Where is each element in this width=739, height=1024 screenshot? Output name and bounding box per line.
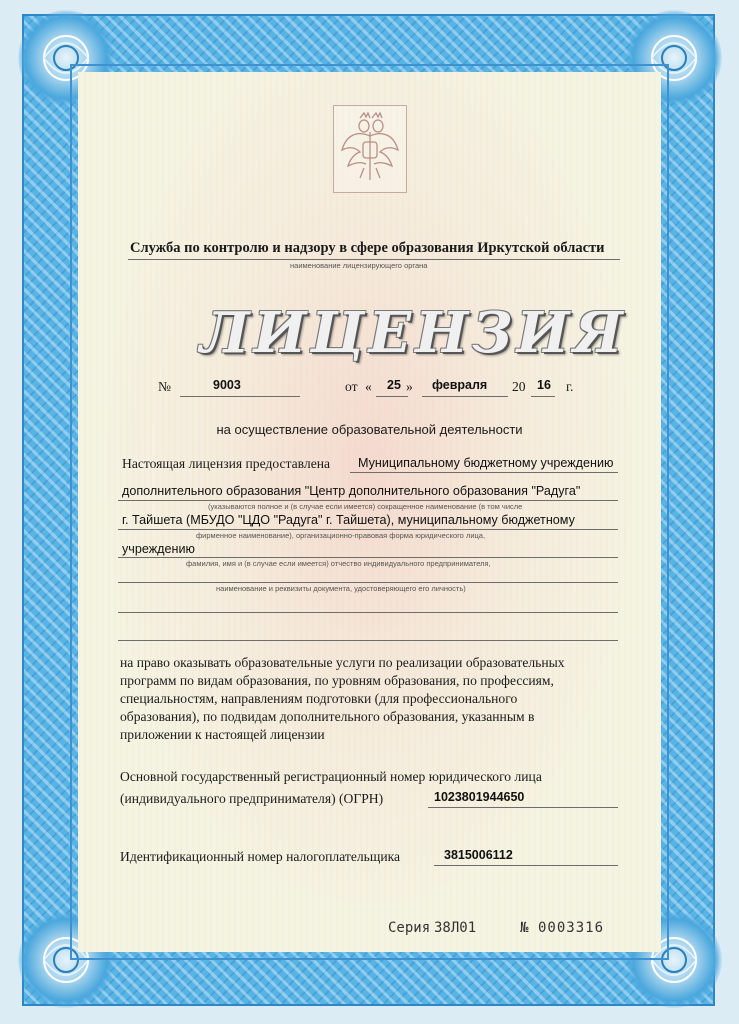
year-prefix: 20 (512, 379, 526, 394)
quote-open: « (365, 379, 372, 394)
license-number: 9003 (213, 378, 241, 392)
grantee-intro: Настоящая лицензия предоставлена (122, 456, 331, 471)
ogrn-value: 1023801944650 (434, 790, 525, 804)
license-year-suffix: 16 (537, 378, 551, 392)
grantee-caption-3: фамилия, имя и (в случае если имеется) отчество индивидуального предпринимателя, (186, 559, 491, 568)
number-label: № (158, 379, 171, 394)
rights-line-5: приложении к настоящей лицензии (120, 727, 325, 742)
license-month: февраля (432, 378, 488, 392)
year-abbr: г. (566, 379, 574, 394)
series-label: Серия (388, 920, 431, 936)
grantee-underline-6 (118, 612, 618, 613)
grantee-line-2: дополнительного образования "Центр дополнительного образования "Радуга" (122, 484, 581, 498)
inn-label: Идентификационный номер налогоплательщика (120, 849, 401, 864)
rights-line-1: на право оказывать образовательные услуги по реализации образовательных (120, 655, 565, 670)
month-underline (422, 396, 508, 397)
number-underline (180, 396, 300, 397)
authority-caption: наименование лицензирующего органа (290, 261, 428, 270)
inn-value: 3815006112 (444, 848, 513, 862)
emblem-frame (333, 105, 407, 193)
grantee-underline-3 (118, 529, 618, 530)
day-underline (376, 396, 408, 397)
issuing-authority: Служба по контролю и надзору в сфере образования Иркутской области (130, 240, 605, 256)
paper-field (78, 72, 661, 952)
grantee-caption-1: (указываются полное и (в случае если имеется) сокращенное наименование (в том числе (208, 502, 523, 511)
grantee-underline-7 (118, 640, 618, 641)
grantee-caption-4: наименование и реквизиты документа, удостоверяющего его личность) (216, 584, 466, 593)
grantee-caption-2: фирменное наименование), организационно-правовая форма юридического лица, (196, 531, 486, 540)
document-title: ЛИЦЕНЗИЯ (200, 300, 627, 366)
year-underline (531, 396, 555, 397)
ogrn-underline (428, 807, 618, 808)
rights-line-3: специальностям, направлениям подготовки (для профессионального (120, 691, 518, 706)
russian-coat-of-arms-icon (334, 106, 406, 192)
grantee-underline-5 (118, 582, 618, 583)
date-from-label: от (345, 379, 358, 394)
series-value: 38Л01 (434, 920, 477, 936)
authority-underline (128, 259, 620, 260)
ogrn-label-line-1: Основной государственный регистрационный номер юридического лица (120, 769, 542, 784)
grantee-line-4: учреждению (122, 542, 195, 556)
license-day: 25 (387, 378, 401, 392)
rights-line-4: образования), по подвидам дополнительного образования, указанным в (120, 709, 535, 724)
quote-close: » (406, 379, 413, 394)
form-number-label: № (520, 920, 529, 936)
inn-underline (434, 865, 618, 866)
grantee-underline-2 (118, 500, 618, 501)
ogrn-label-line-2: (индивидуального предпринимателя) (ОГРН) (120, 791, 384, 806)
form-number: 0003316 (538, 920, 605, 936)
license-purpose: на осуществление образовательной деятельности (216, 422, 523, 437)
grantee-line-1: Муниципальному бюджетному учреждению (358, 456, 614, 470)
grantee-line-3: г. Тайшета (МБУДО "ЦДО "Радуга" г. Тайшета), муниципальному бюджетному (122, 513, 575, 527)
grantee-underline-1 (350, 472, 618, 473)
rights-line-2: программ по видам образования, по уровням образования, по профессиям, (120, 673, 554, 688)
grantee-underline-4 (118, 557, 618, 558)
